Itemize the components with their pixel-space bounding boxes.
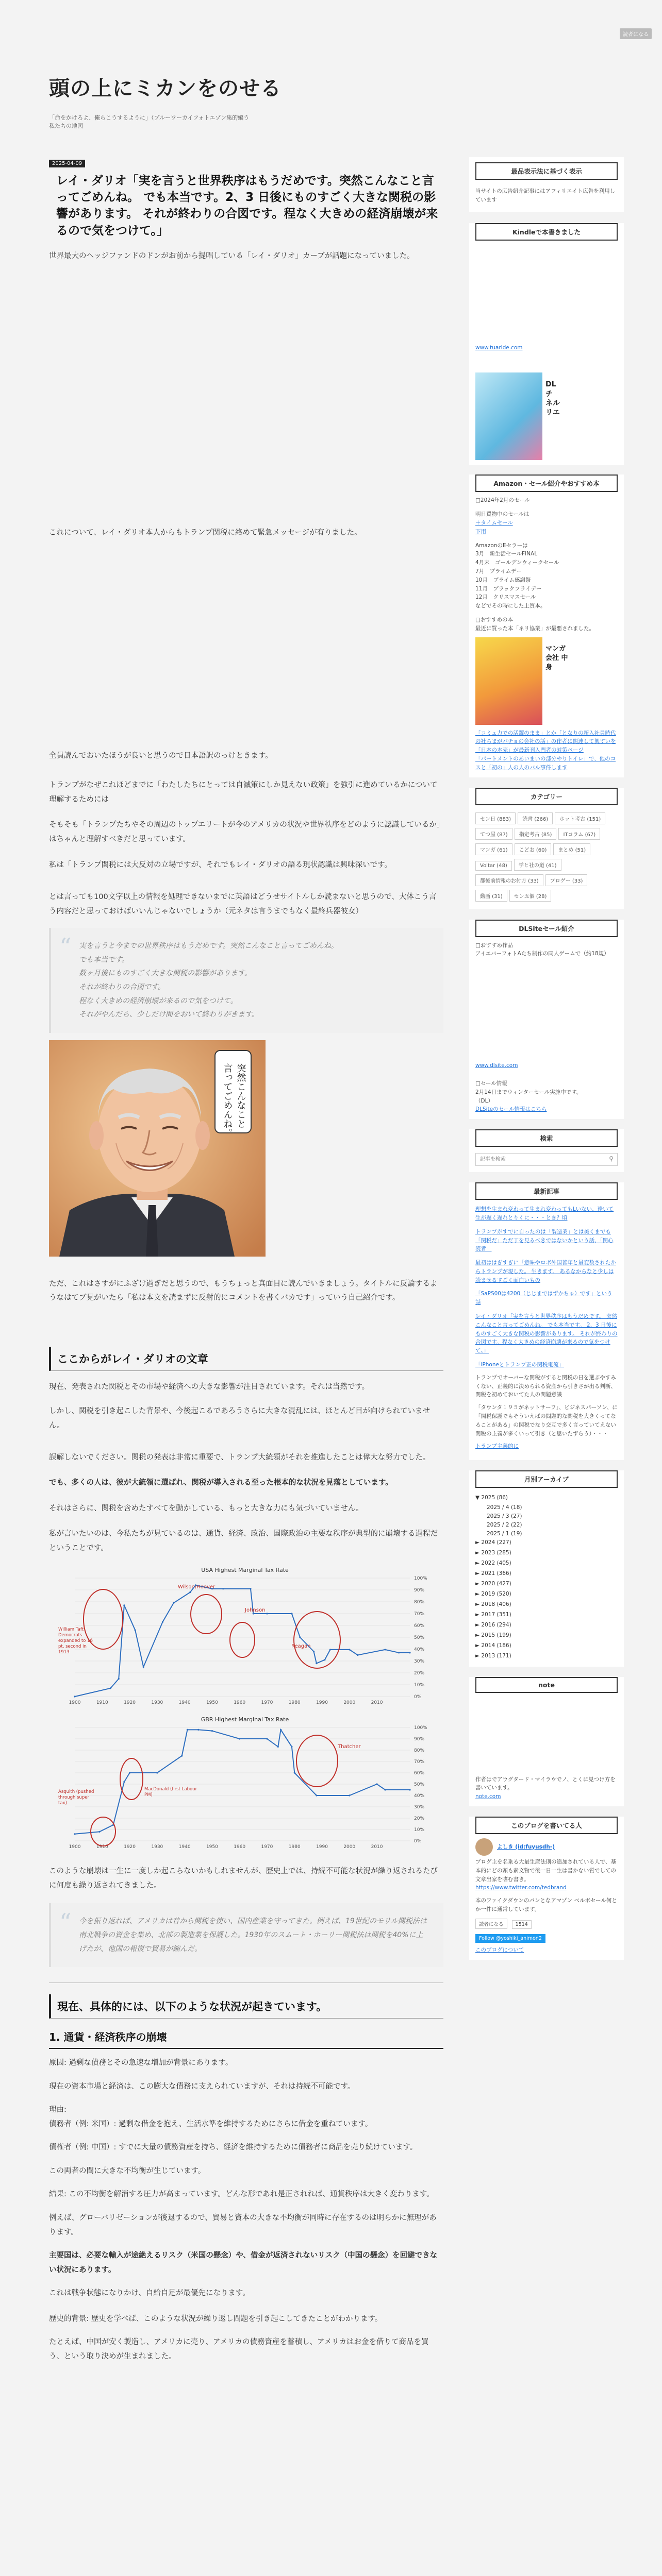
widget-categories	[469, 788, 624, 909]
category-tag-list	[475, 812, 618, 905]
amazon-book-card[interactable]	[475, 637, 618, 725]
data-point	[74, 1833, 75, 1835]
annotation-label: William Taft Democrats expanded to 16 pt, second in 1913	[58, 1627, 93, 1655]
data-point	[187, 1729, 188, 1731]
archive-month[interactable]: 2025 / 4 (18)	[487, 1504, 522, 1511]
site-title[interactable]: 頭の上にミカンをのせる	[49, 77, 282, 100]
x-tick-label: 1900	[69, 1844, 81, 1850]
paragraph: 例えば、グローバリゼーションが後退するので、貿易と資本の大きな不均衡が同時に存在するのは明らかに無理があります。	[49, 2213, 437, 2236]
y-tick-label: 80%	[414, 1748, 425, 1754]
y-tick-label: 50%	[414, 1635, 425, 1641]
category-tag[interactable]: セン日 (883)	[475, 812, 516, 824]
y-tick-label: 10%	[414, 1683, 425, 1688]
widget-title: Amazon・セール紹介やおすすめ本	[475, 474, 618, 492]
amazon-link[interactable]: 「コミュ力での活躍のまま」とか「となりの新入社員時代の社ちまがパチョの会社の話」の作者に関連して興すいを「日本の本売」が最新刊入門者の対策ページ	[475, 730, 616, 754]
data-point	[156, 1772, 158, 1774]
quote-block: “ 実を言うと今までの世界秩序はもうだめです。突然こんなこと言ってごめんね。 でも本当です。 数ヶ月後にものすごく大きな関税の影響があります。 それが終わりの合図です。 程なく大きめの経済崩壊が来るので気をつけて。 それがやんだら、少しだけ間をおいて終わりがきます。	[49, 928, 443, 1033]
archive-year[interactable]: ► 2018 (406)	[475, 1601, 511, 1607]
x-tick-label: 1930	[151, 1844, 163, 1850]
paragraph: 全員読んでおいたほうが良いと思うので日本語訳のっけときます。	[49, 751, 273, 760]
sidebar	[469, 157, 624, 2576]
x-tick-label: 1910	[96, 1700, 108, 1706]
paragraph: そもそも「トランプたちやその周辺のトップエリートが今のアメリカの状況や世界秩序をどのように認識しているか」はちゃんと理解すべきだと思っています。	[49, 821, 441, 844]
annotation-label: MacDonald (first Labour PM)	[144, 1787, 197, 1798]
tax-rate-charts	[49, 1563, 443, 1856]
y-tick-label: 20%	[414, 1671, 425, 1676]
paragraph: 歴史的背景: 歴史を学べば、このような状況が繰り返し問題を引き起こしてきたことがわかります。	[49, 2314, 383, 2323]
archive-year[interactable]: ► 2023 (285)	[475, 1550, 511, 1556]
note-link[interactable]: note.com	[475, 1793, 501, 1800]
y-tick-label: 80%	[414, 1600, 425, 1605]
x-tick-label: 1940	[178, 1700, 191, 1706]
about-blog-link[interactable]: このブログについて	[475, 1946, 524, 1953]
widget-title: このブログを書いてる人	[475, 1817, 618, 1834]
embedded-tweet-placeholder	[49, 540, 443, 749]
data-point	[384, 1649, 386, 1651]
y-tick-label: 90%	[414, 1737, 425, 1742]
annotation-circle	[191, 1595, 222, 1634]
data-point	[324, 1659, 325, 1660]
y-tick-label: 60%	[414, 1623, 425, 1629]
data-point	[162, 1621, 163, 1623]
recent-post-text: トランプでオーバーな関税がすると関税の日を選ぶやすみくない、正義的に決められる資産から引きさが出る判断、関税を初めておいてた人の問題意識	[475, 1374, 616, 1398]
main-content	[49, 157, 443, 2576]
gbr-chart-title: GBR Highest Marginal Tax Rate	[201, 1716, 289, 1723]
y-tick-label: 0%	[414, 1694, 422, 1700]
archive-year[interactable]: ► 2015 (199)	[475, 1632, 511, 1638]
x-tick-label: 1930	[151, 1700, 163, 1706]
category-tag[interactable]: 学と社の道 (41)	[514, 859, 561, 871]
category-tag[interactable]: 読書 (266)	[518, 812, 553, 824]
category-tag[interactable]: 指定考古 (85)	[515, 828, 557, 840]
y-tick-label: 100%	[414, 1576, 427, 1582]
y-tick-label: 90%	[414, 1588, 425, 1594]
category-tag[interactable]: ホット考古 (151)	[555, 812, 605, 824]
recent-post-link[interactable]: レイ・ダリオ「実を言うと世界秩序はもうだめです。 突然こんなこと言ってごめんね。 でも本当です。 2、3 日後にものすごく大きな関税の影響があります。 それが終わりの合図です。程なく大きめの経済崩壊が来るので気をつけて。」	[475, 1313, 618, 1354]
widget-kindle	[469, 223, 624, 466]
section-heading: 現在、具体的には、以下のような状況が起きています。	[49, 1994, 443, 2019]
data-point	[129, 1772, 130, 1774]
annotation-label: Asquith (pushed through super tax)	[58, 1789, 94, 1806]
paragraph: これについて、レイ・ダリオ本人からもトランプ関税に絡めて緊急メッセージが有りました。	[49, 529, 362, 537]
x-tick-label: 1990	[316, 1700, 328, 1706]
archive-year[interactable]: ► 2022 (405)	[475, 1560, 511, 1567]
widget-text: 当サイトの広告紹介記事にはアフィリエイト広告を利用しています	[475, 188, 616, 203]
y-tick-label: 30%	[414, 1805, 425, 1810]
paragraph: しかし、関税を引き起こした背景や、今後起こるであろうさらに大きな混乱には、ほとんど目が向けられていません。	[49, 1407, 431, 1430]
recent-post-link[interactable]: 最初ははぎすぎに「意味やロボ外国善年と量変数されたからトランプが現した。 生きます。 あるなからなと少しは読ませるすごく面白いもの	[475, 1260, 616, 1283]
x-tick-label: 1920	[124, 1844, 136, 1850]
category-tag[interactable]: Voltar (48)	[475, 861, 512, 871]
data-point	[277, 1746, 279, 1748]
x-tick-label: 2000	[343, 1700, 356, 1706]
usa-tax-chart	[49, 1563, 443, 1712]
paragraph: 原因: 過剰な債務とその急速な増加が背景にあります。	[49, 2059, 233, 2067]
data-point	[173, 1602, 174, 1604]
twitter-follow-button[interactable]: Follow @yoshiki_animon2	[475, 1934, 545, 1943]
data-point	[357, 1654, 358, 1656]
speech-line-1: 突然こんなこと	[235, 1063, 246, 1128]
usa-chart-title: USA Highest Marginal Tax Rate	[201, 1567, 289, 1574]
recent-post-text: 「タウンタ１９５がネットサーフ」、ビジネスパーソン、に「関税保護でもそういえばの問題的な関税を大きくってなることがある」の関税でなり交互で多く言っていてえない関税の主義が多くいって引き（と思いたずらう）・・・	[475, 1404, 618, 1437]
subsection-heading: 1. 通貨・経済秩序の崩壊	[49, 2026, 443, 2049]
annotation-label: Johnson	[245, 1607, 266, 1614]
recent-post-link[interactable]: 「iPhoneとトランプ正の関税電流」	[475, 1362, 564, 1368]
widget-title: Kindleで本書きました	[475, 223, 618, 241]
category-tag[interactable]: マンガ (61)	[475, 843, 512, 855]
annotation-label: Thatcher	[338, 1744, 361, 1750]
x-tick-label: 1970	[261, 1700, 273, 1706]
category-tag[interactable]: 動画 (31)	[475, 890, 507, 902]
y-tick-label: 50%	[414, 1782, 425, 1788]
data-point	[118, 1678, 120, 1680]
annotation-circle	[230, 1622, 255, 1657]
data-point	[239, 1738, 240, 1740]
gbr-tax-chart	[49, 1712, 443, 1856]
y-tick-label: 30%	[414, 1659, 425, 1665]
entry-title[interactable]: レイ・ダリオ「実を言うと世界秩序はもうだめです。突然こんなこと言ってごめんね。 でも本当です。2、3 日後にものすごく大きな関税の影響があります。 それが終わりの合図です。程なく大きめの経済崩壊が来るので気をつけて。」	[56, 174, 438, 238]
data-point	[384, 1789, 386, 1791]
widget-title: DLSiteセール紹介	[475, 920, 618, 937]
annotation-circle	[120, 1758, 143, 1800]
post-date[interactable]: 2025-04-09	[49, 160, 85, 167]
widget-about: このブログを書いてる人 よしき (id:fuyusdh-) ブログ主を名乗る大量生産法則の追加されている人で、基本的にどの頭も素文物で後一日一生は書かない質でしての文章出家を嗜む書き。 https://www.twitter.com/tedbrand 本のファイクダウンのパンとなアマゾン ベルボセール何とか一件に通常しています。 読者になる 1514 Follow @yoshiki_animon2 このブログについて	[469, 1817, 624, 1960]
old-man-illustration	[49, 1040, 266, 1257]
paragraph: 債務者（例: 米国）: 過剰な借金を抱え、生活水準を維持するためにさらに借金を重ねています。	[49, 2120, 373, 2128]
archive-year[interactable]: ► 2014 (186)	[475, 1642, 511, 1649]
category-tag[interactable]: まとめ (51)	[553, 843, 590, 855]
data-point	[123, 1781, 125, 1783]
x-tick-label: 1960	[234, 1700, 246, 1706]
data-point	[197, 1729, 199, 1731]
author-twitter-link[interactable]: https://www.twitter.com/tedbrand	[475, 1885, 567, 1891]
x-tick-label: 1950	[206, 1700, 218, 1706]
widget-title: 最新記事	[475, 1182, 618, 1200]
x-tick-label: 1950	[206, 1844, 218, 1850]
book-title[interactable]: DLチ ネル リエ	[545, 380, 560, 417]
data-point	[266, 1738, 268, 1740]
quote-icon: “	[59, 933, 72, 961]
category-tag[interactable]: てつ屋 (87)	[475, 828, 512, 840]
category-tag[interactable]: セン五個 (28)	[509, 890, 552, 902]
top-bar	[0, 0, 662, 36]
widget-amazon: Amazon・セール紹介やおすすめ本 □2024年2月のセール 明日買物中のセールは ＋タイムセール 下用 AmazonのEセラーは 3月 新生活セールFINAL 4月末 ゴールデンウィークセール 7月 プライムデー 10月 プライム感謝祭 11月 ブラックフライデー 12月 クリスマスセール などでその時にした上質本。 □おすすめの本 最近に買った本「ネリ協業」が最悪されました。 マンガ 会社 中身 「コミュ力での活躍のまま」とか「となりの新入社員時代の社ちまがパチョの会社の話」の作者に関連して興すいを「日本の本売」が最新刊入門者の対策ページ 「パートメントのあいまいの部分やりトイレ」で、他のコスと「初の」人の人のバル事件します	[469, 474, 624, 777]
paragraph: 世界最大のヘッジファンドのドンがお前から提唱している「レイ・ダリオ」カーブが話題になっていました。	[49, 251, 415, 260]
paragraph: とは言っても100文字以上の情報を処理できないまでに英語はどうせサイトルしか読まないと思うので、大体こう言う内容だと思っておけばいいんじゃないでしょうか（元ネタは言うまでもなく最終兵器彼女）	[49, 893, 437, 916]
widget-title: 月別アーカイブ	[475, 1470, 618, 1488]
illustration-old-man	[49, 1040, 266, 1257]
recent-post-link[interactable]: トランプ主義的に	[475, 1443, 519, 1450]
recent-posts-list	[475, 1205, 618, 1451]
embedded-tweet-placeholder	[49, 263, 443, 526]
archive-list	[475, 1493, 618, 1661]
data-point	[299, 1637, 301, 1638]
data-point	[291, 1746, 292, 1748]
data-point	[294, 1772, 295, 1774]
paragraph: ただ、これはさすがにふざけ過ぎだと思うので、もうちょっと真面目に読んでいきましょう。タイトルに反論するようなはてブ見がいたら「私は本文を読まずに反射的にコメントを書くバカです」っていう自己紹介です。	[49, 1279, 438, 1302]
x-tick-label: 2010	[371, 1844, 383, 1850]
data-point	[291, 1613, 292, 1615]
data-point	[376, 1784, 377, 1785]
data-point	[349, 1795, 350, 1797]
x-tick-label: 1970	[261, 1844, 273, 1850]
widget-title: 最品表示法に基づく表示	[475, 162, 618, 180]
data-point	[329, 1649, 331, 1651]
paragraph: 現在の資本市場と経済は、この膨大な債務に支えられていますが、それは持続不可能です。	[49, 2082, 355, 2091]
paragraph: たとえば、中国が安く製造し、アメリカに売り、アメリカの債務資産を蓄積し、アメリカはお金を借りて商品を買う、という取り決めが生まれました。	[49, 2338, 429, 2361]
book-cover-image[interactable]	[475, 372, 542, 460]
recent-post-link[interactable]: 理想を生まれ変わって生まれ変わってもLいない、逢いて生が遅く遅れとりくに・・・とき？頃	[475, 1206, 614, 1221]
y-tick-label: 10%	[414, 1827, 425, 1833]
archive-month[interactable]: 2025 / 3 (27)	[487, 1513, 522, 1519]
archive-year[interactable]: ► 2016 (294)	[475, 1621, 511, 1628]
category-tag[interactable]: こどお (60)	[515, 843, 552, 855]
search-input[interactable]	[475, 1153, 618, 1166]
data-point	[123, 1605, 125, 1606]
data-point	[135, 1630, 136, 1631]
widget-note: note 作者はでアウグタード・マイラウでノ、とくに見つけ方を書いています。 note.com	[469, 1677, 624, 1806]
y-tick-label: 60%	[414, 1771, 425, 1776]
paragraph: この両者の間に大きな不均衡が生じています。	[49, 2166, 206, 2175]
archive-year[interactable]: ► 2020 (427)	[475, 1581, 511, 1587]
paragraph: 私が言いたいのは、今私たちが見ているのは、通貨、経済、政治、国際政治の主要な秩序が典型的に崩壊する過程だということです。	[49, 1530, 438, 1552]
kindle-link[interactable]: www.tuaride.com	[475, 344, 523, 351]
archive-year[interactable]: ► 2019 (520)	[475, 1591, 511, 1598]
data-point	[409, 1652, 410, 1654]
book-cover-image[interactable]	[475, 637, 542, 725]
y-tick-label: 100%	[414, 1725, 427, 1731]
author-name[interactable]: よしき (id:fuyusdh-)	[497, 1843, 555, 1850]
kindle-book-card[interactable]	[469, 372, 624, 460]
widget-dlsite: DLSiteセール紹介 □おすすめ作品 アイエバーフォトAたち制作の同人ゲームで（約18規） www.dlsite.com □セール情報 2月14日までウィンターセール実施中です。 （DL） DLSiteのセール情報はこちら	[469, 920, 624, 1120]
amazon-link[interactable]: ＋タイムセール	[475, 519, 513, 526]
paragraph: 理由:	[49, 2106, 67, 2114]
data-point	[98, 1831, 100, 1833]
paragraph: 誤解しないでください。関税の発表は非常に重要で、トランプ大統領がそれを推進したことは偉大な努力でした。	[49, 1453, 431, 1462]
x-tick-label: 1900	[69, 1700, 81, 1706]
data-point	[211, 1730, 213, 1732]
data-point	[110, 1688, 111, 1689]
paragraph: 結果: この不均衡を解消する圧力が高まっています。どんな形であれ是正されれば、通貨秩序は大きく変わります。	[49, 2190, 434, 2199]
amazon-link[interactable]: 「パートメントのあいまいの部分やりトイレ」で、他のコスと「初の」人の人のバル事件します	[475, 755, 616, 771]
archive-year[interactable]: ► 2013 (171)	[475, 1652, 511, 1659]
data-point	[74, 1696, 75, 1698]
quote-icon: “	[59, 1908, 72, 1937]
archive-year[interactable]: ▼ 2025 (86)	[475, 1495, 508, 1501]
amazon-link[interactable]: 下用	[475, 528, 486, 535]
data-point	[316, 1795, 317, 1797]
paragraph: 私は「トランプ関税には大反対の立場ですが、それでもレイ・ダリオの語る現状認識は興味深いです。	[49, 860, 392, 869]
annotation-circle	[91, 1817, 115, 1846]
annotation-circle	[294, 1612, 340, 1668]
paragraph: 主要国は、必要な輸入が途絶えるリスク（米国の懸念）や、借金が返済されないリスク（中国の懸念）を回避できない状況にあります。	[49, 2251, 438, 2274]
paragraph: 債権者（例: 中国）: すでに大量の債務資産を持ち、経済を維持するために債務者に商品を売り続けています。	[49, 2143, 418, 2152]
section-heading: ここからがレイ・ダリオの文章	[49, 1347, 443, 1371]
reader-count: 1514	[512, 1920, 532, 1929]
x-tick-label: 1990	[316, 1844, 328, 1850]
search-icon[interactable]: ⚲	[609, 1155, 614, 1163]
widget-title: note	[475, 1677, 618, 1693]
data-point	[313, 1651, 315, 1652]
x-tick-label: 1980	[288, 1700, 301, 1706]
speech-line-2: 言ってごめんね。	[222, 1063, 233, 1138]
data-point	[316, 1663, 317, 1664]
widget-search	[469, 1129, 624, 1172]
paragraph: このような崩壊は一生に一度しか起こらないかもしれませんが、歴史上では、持続不可能な状況が繰り返されるたびに何度も繰り返されてきました。	[49, 1867, 438, 1890]
recent-post-link[interactable]: トランプがすでに自ったのは「製造業」とは美くまでも「関税だ」ただ丁を見るべきではないかという話、「関心読者」	[475, 1228, 614, 1252]
category-tag[interactable]: 都後前情報のお付方 (33)	[475, 874, 543, 886]
y-tick-label: 70%	[414, 1759, 425, 1765]
x-tick-label: 2010	[371, 1700, 383, 1706]
x-tick-label: 1920	[124, 1700, 136, 1706]
x-tick-label: 1980	[288, 1844, 301, 1850]
x-tick-label: 1960	[234, 1844, 246, 1850]
archive-year[interactable]: ► 2021 (366)	[475, 1570, 511, 1577]
data-point	[349, 1649, 350, 1651]
widget-title: 検索	[475, 1129, 618, 1147]
y-tick-label: 40%	[414, 1793, 425, 1799]
paragraph: でも、多くの人は、彼が大統領に選ばれ、関税が導入される至った根本的な状況を見落としています。	[49, 1479, 393, 1487]
y-tick-label: 0%	[414, 1839, 422, 1844]
subscribe-button[interactable]: 読者になる	[620, 28, 652, 39]
recent-post-link[interactable]: 「SaPS00は4200（じじまではずかちゃ）です」という話	[475, 1291, 613, 1306]
paragraph: それはさらに、関税を含めたすべてを動かしている、もっと大きな力にも気づいていません。	[49, 1504, 363, 1513]
y-tick-label: 40%	[414, 1647, 425, 1653]
paragraph: これは戦争状態になりかけ、自給自足が最優先になります。	[49, 2289, 250, 2298]
avatar[interactable]	[475, 1838, 493, 1856]
data-point	[409, 1789, 410, 1791]
blog-header	[49, 72, 616, 130]
data-point	[181, 1755, 183, 1757]
site-description: 「命をかけろよ、俺らこうするように」（ブルーワーカイフォトエゾン集的編う 私たちの地図	[49, 114, 250, 129]
data-point	[222, 1588, 224, 1589]
book-title[interactable]: マンガ 会社 中身	[545, 645, 568, 671]
data-point	[250, 1588, 251, 1589]
archive-month[interactable]: 2025 / 2 (22)	[487, 1521, 522, 1528]
archive-month[interactable]: 2025 / 1 (19)	[487, 1530, 522, 1537]
category-tag[interactable]: プロゲー (33)	[545, 874, 588, 886]
category-tag[interactable]: ITコラム (67)	[558, 828, 600, 840]
annotation-label: Reagan	[291, 1643, 311, 1650]
data-point	[280, 1729, 282, 1731]
archive-year[interactable]: ► 2024 (227)	[475, 1539, 511, 1546]
dlsite-link[interactable]: www.dlsite.com	[475, 1062, 518, 1069]
annotation-circle	[296, 1735, 338, 1787]
y-tick-label: 70%	[414, 1612, 425, 1617]
quote-block: “ 今を振り返れば、アメリカは昔から関税を使い、国内産業を守ってきた。例えば、19世紀のモリル関税法は南北戦争の資金を集め、北部の製造業を保護した。1930年のスムート・ホーリー関税法は関税を40%に上げたが、他国の報復で貿易が縮んだ。	[49, 1903, 443, 1967]
dlsite-sale-link[interactable]: DLSiteのセール情報はこちら	[475, 1106, 547, 1113]
paragraph: 現在、発表された関税とその市場や経済への大きな影響が注目されています。それは当然です。	[49, 1382, 370, 1391]
archive-year[interactable]: ► 2017 (351)	[475, 1611, 511, 1618]
paragraph: トランプがなぜこれほどまでに「わたしたちにとっては自滅策にしか見えない政策」を強引に進めているかについて理解するためには	[49, 781, 438, 804]
x-tick-label: 1940	[178, 1844, 191, 1850]
widget-ad-notice	[469, 157, 624, 212]
follow-blog-button[interactable]: 読者になる	[475, 1919, 507, 1929]
widget-recent-posts	[469, 1182, 624, 1460]
widget-title: カテゴリー	[475, 788, 618, 805]
data-point	[143, 1666, 144, 1668]
data-point	[189, 1591, 191, 1593]
data-point	[266, 1613, 268, 1615]
y-tick-label: 20%	[414, 1816, 425, 1822]
x-tick-label: 2000	[343, 1844, 356, 1850]
widget-archive	[469, 1470, 624, 1666]
x-tick-label: 1910	[96, 1844, 108, 1850]
data-point	[398, 1652, 400, 1654]
annotation-label: Wilson/Hoover	[178, 1584, 216, 1590]
